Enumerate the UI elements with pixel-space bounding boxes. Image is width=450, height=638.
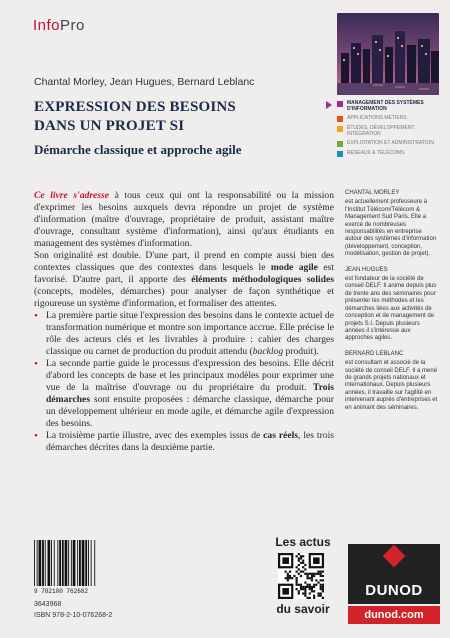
barcode-number: 9 782100 762682 [34, 588, 89, 595]
book-title: EXPRESSION DES BESOINS DANS UN PROJET SI [34, 99, 236, 134]
qr-code-icon[interactable] [278, 553, 324, 599]
product-code: 3643968 [34, 601, 62, 608]
publisher-name: DUNOD [365, 582, 423, 599]
author-bios: CHANTAL MORLEY est actuellement professeure à l'Institut Télécom/Télécom & Management Sud Paris. Elle a exercé de nombreuses responsabilités en entreprise autour des systèmes d'information (développement, conception, modélisation, gestion de projet). JEAN HUGUES est fondateur de la société de conseil DELF. Il anime depuis plus de trente ans des séminaires pour présenter les méthodes et les démarches liées aux activités de conception et de management de projets S.I. Depuis plusieurs années il s'intéresse aux approches agiles. BERNARD LEBLANC est consultant et associé de la société de conseil DELF. Il a mené de grands projets nationaux et internationaux. Depuis plusieurs années, il travaille sur l'agilité en intervenant auprès d'entreprises et en animant des séminaires. [345, 190, 438, 411]
savoir-label: du savoir [276, 602, 330, 616]
category-label: MANAGEMENT DES SYSTÈMES D'INFORMATION [347, 100, 424, 112]
list-item: • La seconde partie guide le processus d'expression des besoins. Elle décrit d'abord les concepts de base et les principaux modèles pour exprimer une vue de la maîtrise d'ouvrage ou du propriétaire du produit. Trois démarches sont ensuite proposées : démarche classique, démarche pour un développement ultérieur en mode agile, et démarche agile d'expression des besoins. [34, 358, 334, 429]
actus-label: Les actus [275, 535, 331, 549]
category-item [337, 125, 445, 137]
book-subtitle: Démarche classique et approche agile [34, 142, 242, 157]
category-label: APPLICATIONS MÉTIERS [347, 115, 407, 121]
list-item: • La première partie situe l'expression des besoins dans le contexte actuel de transformation numérique et montre son importance accrue. Elle précise le rôle des acteurs clés et les livrables à produire : cahier des charges classique ou carnet de production du produit attendu (backlog produit). [34, 310, 334, 357]
active-category-arrow-icon [326, 101, 332, 109]
category-item [337, 115, 445, 122]
bullet-icon: • [34, 310, 38, 322]
category-label: ÉTUDES, DÉVELOPPEMENT, INTÉGRATION [347, 125, 416, 137]
back-cover-text: Ce livre s'adresse à tous ceux qui ont la responsabilité ou la mission d'exprimer les besoins auxquels devra répondre un projet de système d'information (maître d'ouvrage, propriétaire de produit, assistant maître d'ouvrage, consultant système d'information), ainsi qu'aux étudiants en management des systèmes d'information. Son originalité est double. D'une part, il prend en compte aussi bien des contextes classiques que des contextes dans lesquels le mode agile est favorisé. D'autre part, il apporte des éléments méthodologiques solides (concepts, modèles, démarches) pour analyser de façon synthétique et rigoureuse un système d'information, et formaliser des attentes. • La première partie situe l'expression des besoins dans le contexte actuel de transformation numérique et montre son importance accrue. Elle précise le rôle des acteurs clés et les livrables à produire : cahier des charges classique ou carnet de production du produit attendu (backlog produit). • La seconde partie guide le processus d'expression des besoins. Elle décrit d'abord les concepts de base et les principaux modèles pour exprimer une vue de la maîtrise d'ouvrage ou du propriétaire du produit. Trois démarches sont ensuite proposées : démarche classique, démarche pour un développement ultérieur en mode agile, et démarche agile d'expression des besoins. • La troisième partie illustre, avec des exemples issus de cas réels, les trois démarches décrites dans la deuxième partie. [34, 190, 335, 453]
collection-logo: InfoPro [33, 17, 85, 34]
category-swatch-icon [337, 141, 343, 147]
cover-photo [337, 13, 439, 95]
category-item [337, 100, 445, 112]
authors: Chantal Morley, Jean Hugues, Bernard Leblanc [34, 76, 255, 88]
category-swatch-icon [337, 151, 343, 157]
category-swatch-icon [337, 101, 343, 107]
category-label: EXPLOITATION ET ADMINISTRATION [347, 140, 434, 146]
publisher-url[interactable]: dunod.com [348, 606, 440, 624]
isbn: ISBN 978-2-10-076268-2 [34, 612, 113, 619]
bullet-icon: • [34, 430, 38, 442]
category-swatch-icon [337, 126, 343, 132]
bullet-icon: • [34, 358, 38, 370]
category-item [337, 150, 445, 157]
category-item [337, 140, 445, 147]
category-swatch-icon [337, 116, 343, 122]
category-label: RÉSEAUX & TÉLÉCOMS [347, 150, 405, 156]
list-item: • La troisième partie illustre, avec des exemples issus de cas réels, les trois démarches décrites dans la deuxième partie. [34, 430, 334, 453]
barcode-icon [32, 540, 120, 586]
category-list [337, 100, 445, 160]
